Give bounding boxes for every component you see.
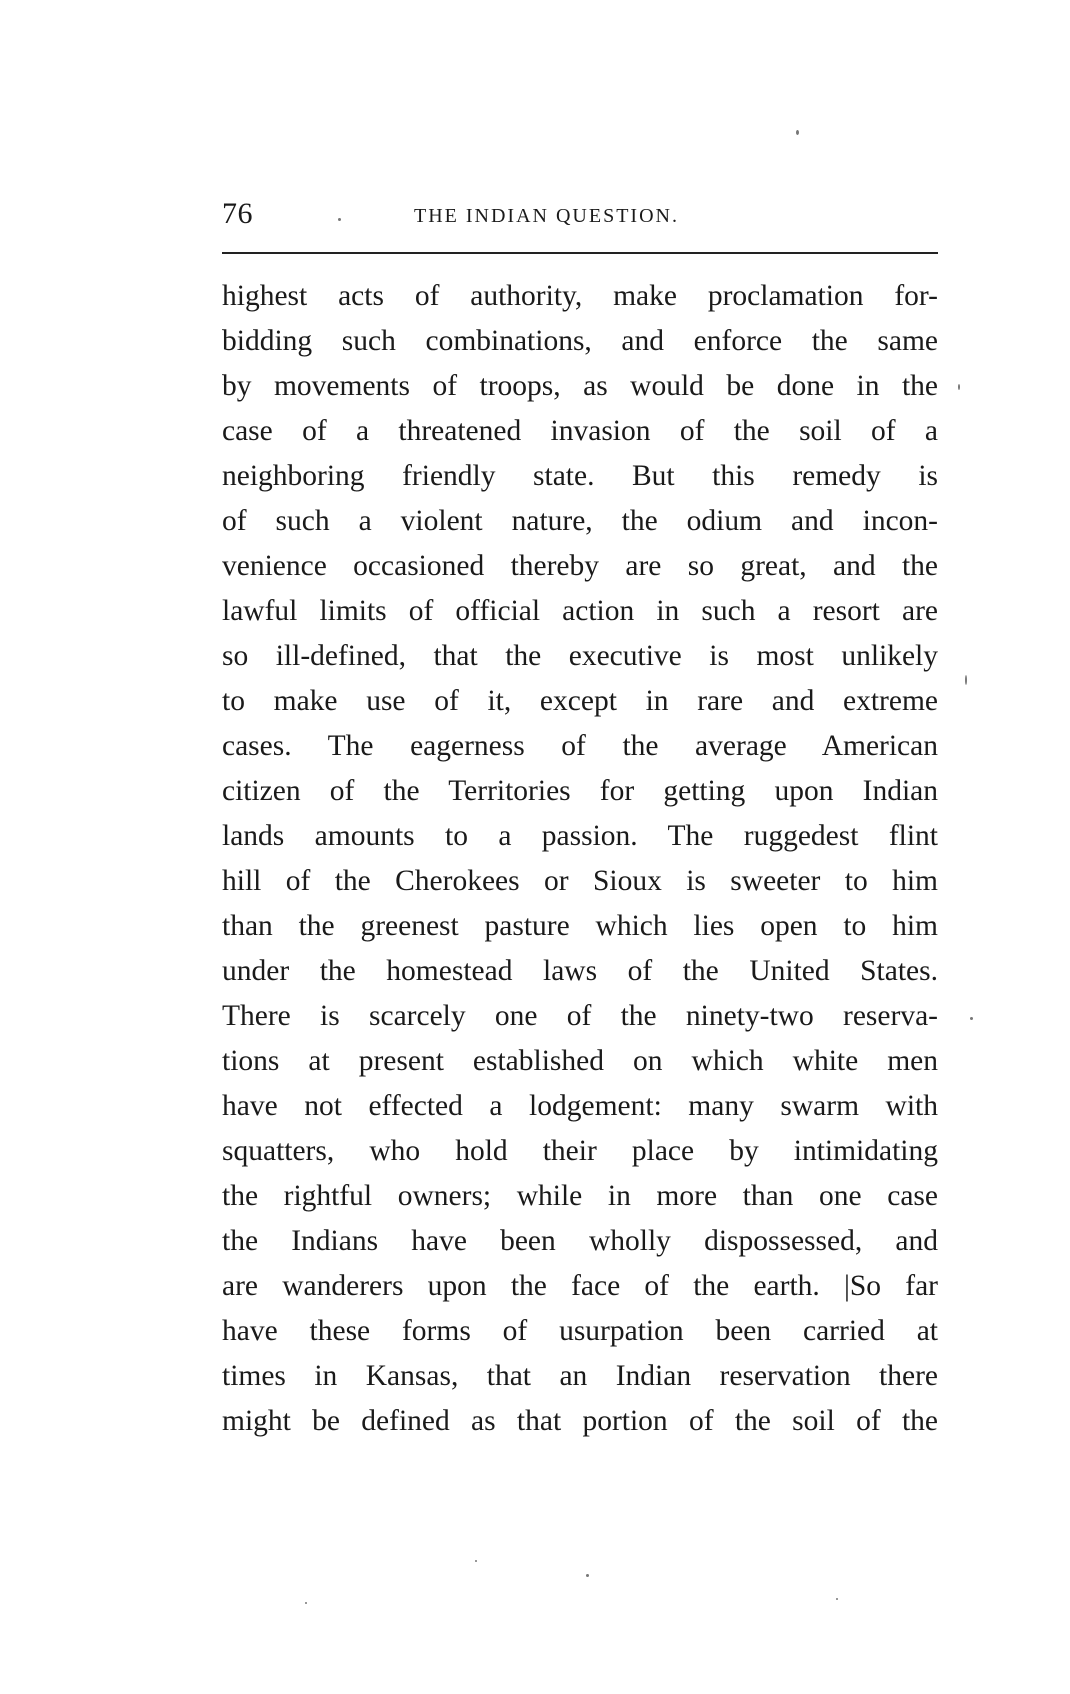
text-line: venience occasioned thereby are so great, and the [222,550,938,582]
header-rule [222,252,938,254]
text-line: hill of the Cherokees or Sioux is sweeter to him [222,865,938,897]
text-line: citizen of the Territories for getting upon Indian [222,775,938,807]
scan-speck [305,1602,307,1604]
scan-speck [965,675,967,685]
text-line: have these forms of usurpation been carried at [222,1315,938,1347]
scan-speck [958,384,960,390]
scan-speck [586,1574,589,1577]
page-header [222,196,938,236]
text-line: lands amounts to a passion. The ruggedest flint [222,820,938,852]
text-line: cases. The eagerness of the average American [222,730,938,762]
scan-speck [475,1560,477,1562]
text-line: There is scarcely one of the ninety-two reserva- [222,1000,938,1032]
text-line: might be defined as that portion of the soil of the [222,1405,938,1437]
text-line: under the homestead laws of the United States. [222,955,938,987]
text-line: than the greenest pasture which lies open to him [222,910,938,942]
text-line: by movements of troops, as would be done in the [222,370,938,402]
scan-speck [836,1598,838,1600]
text-line: lawful limits of official action in such a resort are [222,595,938,627]
text-line: neighboring friendly state. But this remedy is [222,460,938,492]
scan-speck [338,218,341,221]
text-line: highest acts of authority, make proclamation for- [222,280,938,312]
text-line: to make use of it, except in rare and extreme [222,685,938,717]
text-line: bidding such combinations, and enforce the same [222,325,938,357]
body-text [222,274,938,1444]
text-line: the Indians have been wholly dispossessed, and [222,1225,938,1257]
text-line: squatters, who hold their place by intimidating [222,1135,938,1167]
text-line: times in Kansas, that an Indian reservation there [222,1360,938,1392]
scan-speck [796,130,799,135]
scan-speck [970,1017,973,1020]
text-line: of such a violent nature, the odium and incon- [222,505,938,537]
running-head: THE INDIAN QUESTION. [414,205,679,227]
text-line: so ill-defined, that the executive is most unlikely [222,640,938,672]
text-line: the rightful owners; while in more than one case [222,1180,938,1212]
text-line: tions at present established on which white men [222,1045,938,1077]
text-line: have not effected a lodgement: many swarm with [222,1090,938,1122]
text-line: case of a threatened invasion of the soil of a [222,415,938,447]
text-line: are wanderers upon the face of the earth. |So far [222,1270,938,1302]
page-number: 76 [222,197,253,230]
